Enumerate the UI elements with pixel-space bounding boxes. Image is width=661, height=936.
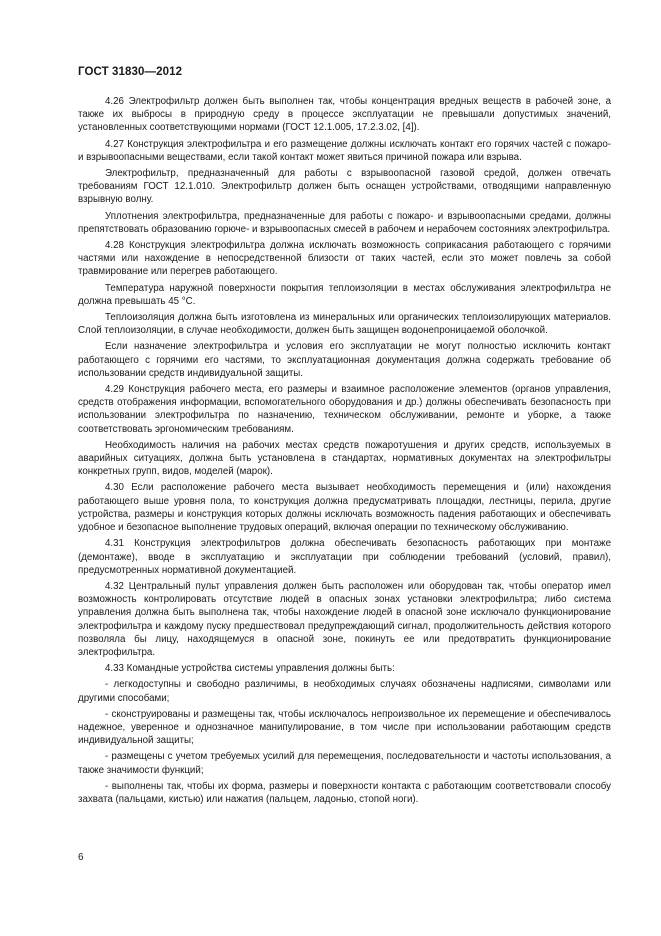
paragraph: 4.27 Конструкция электрофильтра и его размещение должны исключать контакт его горячих частей с пожаро- и взрывоопасными веществами, если такой контакт может явиться причиной пожара или взрыва.	[78, 138, 611, 163]
paragraph: Уплотнения электрофильтра, предназначенные для работы с пожаро- и взрывоопасными средами, должны препятствовать образованию горюче- и взрывоопасных смесей в рабочем и нерабочем состояниях электрофильтра.	[78, 210, 611, 235]
paragraph: 4.29 Конструкция рабочего места, его размеры и взаимное расположение элементов (органов управления, средств отображения информации, вспомогательного оборудования и др.) должны обеспечивать безопасность при использовании электрофильтра по назначению, техническом обслуживании, ремонте и уборке, а также соответствовать эргономическим требованиям.	[78, 384, 611, 435]
paragraph: 4.26 Электрофильтр должен быть выполнен так, чтобы концентрация вредных веществ в рабочей зоне, а также их выбросы в природную среду в процессе эксплуатации не превышали допустимых значений, установленных соответствующими нормами (ГОСТ 12.1.005, 17.2.3.02, [4]).	[78, 96, 611, 134]
list-item: - сконструированы и размещены так, чтобы исключалось непроизвольное их перемещение и обеспечивалось надежное, уверенное и однозначное манипулирование, в том числе при использовании работающим средств индивидуальной защиты;	[78, 708, 611, 747]
paragraph: 4.33 Командные устройства системы управления должны быть:	[105, 663, 395, 675]
paragraph: Если назначение электрофильтра и условия его эксплуатации не могут полностью исключить контакт работающего с горячими его частями, то эксплуатационная документация должна содержать требование об использовании средств индивидуальной защиты.	[78, 341, 611, 379]
list-item: - выполнены так, чтобы их форма, размеры и поверхности контакта с работающим соответствовали способу захвата (пальцами, кистью) или нажатия (пальцем, ладонью, стопой ноги).	[78, 780, 611, 805]
document-header: ГОСТ 31830—2012	[78, 66, 183, 78]
paragraph: Теплоизоляция должна быть изготовлена из минеральных или органических теплоизолирующих материалов. Слой теплоизоляции, в случае необходимости, должен быть защищен водонепроницаемой оболочкой.	[78, 312, 611, 337]
paragraph: Температура наружной поверхности покрытия теплоизоляции в местах обслуживания электрофильтра не должна превышать 45 °С.	[78, 282, 611, 307]
page-number: 6	[78, 852, 84, 863]
document-body	[78, 95, 611, 809]
list-item: - размещены с учетом требуемых усилий для перемещения, последовательности и частоты использования, а также значимости функций;	[78, 751, 611, 776]
paragraph: 4.30 Если расположение рабочего места вызывает необходимость перемещения и (или) нахождения работающего выше уровня пола, то конструкция должна предусматривать площадки, лестницы, перила, другие устройства, размеры и конструкция которых должны исключать возможность падения работающих и обеспечивать удобное и безопасное выполнение трудовых операций, включая операции по техническому обслуживанию.	[78, 482, 611, 534]
paragraph: Электрофильтр, предназначенный для работы с взрывоопасной газовой средой, должен отвечать требованиям ГОСТ 12.1.010. Электрофильтр должен быть оснащен устройствами, отводящими направленную взрывную волну.	[78, 168, 611, 206]
paragraph: 4.31 Конструкция электрофильтров должна обеспечивать безопасность работающих при монтаже (демонтаже), вводе в эксплуатацию и эксплуатации при соблюдении требований (условий, правил), предусмотренных нормативной документацией.	[78, 538, 611, 576]
paragraph: Необходимость наличия на рабочих местах средств пожаротушения и других средств, используемых в аварийных ситуациях, должна быть установлена в стандартах, нормативных документах на электрофильтры конкретных групп, видов, моделей (марок).	[78, 439, 611, 478]
paragraph: 4.28 Конструкция электрофильтра должна исключать возможность соприкасания работающего с горячими частями или нахождение в непосредственной близости от таких частей, если это может повлечь за собой травмирование или перегрев работающего.	[78, 240, 611, 278]
list-item: - легкодоступны и свободно различимы, в необходимых случаях обозначены надписями, символами или другими способами;	[78, 679, 611, 704]
paragraph: 4.32 Центральный пульт управления должен быть расположен или оборудован так, чтобы оператор имел возможность контролировать отсутствие людей в опасных зонах установки электрофильтра; либо система управления должна быть выполнена так, чтобы нахождение людей в опасной зоне исключало функционирование электрофильтра и каждому пуску предшествовал предупреждающий сигнал, продолжительность действия которого позволяла бы лицу, находящемуся в опасной зоне, покинуть ее или предотвратить функционирование электрофильтра.	[78, 580, 611, 658]
